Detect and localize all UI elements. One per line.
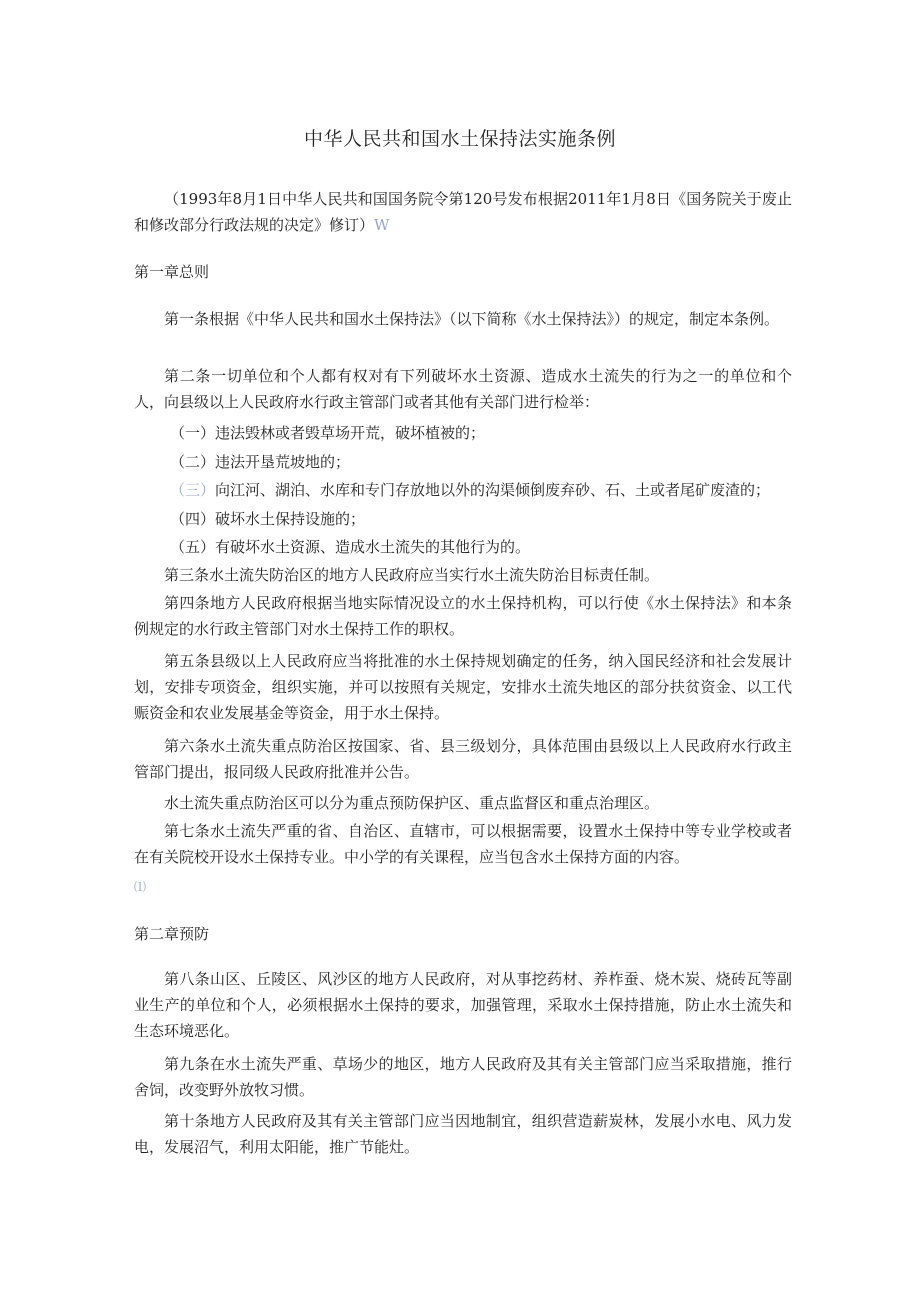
- preface-suffix: W: [374, 216, 390, 234]
- document-title: 中华人民共和国水土保持法实施条例: [303, 128, 616, 150]
- article-9: 第九条在水土流失严重、草场少的地区，地方人民政府及其有关主管部门应当采取措施，推行舍饲，改变野外放牧习惯。: [134, 1055, 792, 1099]
- list-item: [170, 506, 810, 532]
- list-item-number: （五）: [170, 538, 216, 556]
- footnote-marker: ⑴: [134, 880, 147, 894]
- list-item-text: 破坏水土保持设施的；: [215, 510, 366, 528]
- article-6-supplement: 水土流失重点防治区可以分为重点预防保护区、重点监督区和重点治理区。: [164, 794, 660, 812]
- list-item-text: 向江河、湖泊、水库和专门存放地以外的沟渠倾倒废弃砂、石、土或者尾矿废渣的；: [215, 481, 771, 499]
- article-10: 第十条地方人民政府及其有关主管部门应当因地制宜，组织营造薪炭林，发展小水电、风力发电，发展沼气，利用太阳能，推广节能灶。: [134, 1112, 792, 1156]
- article-8: 第八条山区、丘陵区、风沙区的地方人民政府，对从事挖药材、养柞蚕、烧木炭、烧砖瓦等副业生产的单位和个人，必须根据水土保持的要求，加强管理，采取水土保持措施，防止水土流失和生态环境恶化。: [134, 970, 792, 1040]
- preface-text: （1993年8月1日中华人民共和国国务院令第120号发布根据2011年1月8日《国务院关于废止和修改部分行政法规的决定》修订）: [134, 190, 792, 234]
- list-item-number: （四）: [170, 510, 216, 528]
- preface-paragraph: [134, 186, 792, 238]
- article-5: 第五条县级以上人民政府应当将批准的水土保持规划确定的任务，纳入国民经济和社会发展计划，安排专项资金，组织实施，并可以按照有关规定，安排水土流失地区的部分扶贫资金、以工代赈资金和农业发展基金等资金，用于水土保持。: [134, 652, 792, 722]
- chapter-2-heading: 第二章预防: [134, 925, 210, 943]
- list-item-number: （二）: [170, 453, 216, 471]
- list-item-text: 违法开垦荒坡地的；: [215, 453, 351, 471]
- list-item-text: 有破坏水土资源、造成水土流失的其他行为的。: [215, 538, 531, 556]
- article-4: 第四条地方人民政府根据当地实际情况设立的水土保持机构，可以行使《水土保持法》和本条例规定的水行政主管部门对水土保持工作的职权。: [134, 594, 792, 638]
- list-item: [170, 449, 810, 475]
- article-1: 第一条根据《中华人民共和国水土保持法》（以下简称《水土保持法》）的规定，制定本条例。: [164, 310, 780, 328]
- list-item: [170, 420, 810, 446]
- chapter-1-heading: 第一章总则: [134, 263, 210, 281]
- list-item: [170, 534, 810, 560]
- article-7: 第七条水土流失严重的省、自治区、直辖市，可以根据需要，设置水土保持中等专业学校或者在有关院校开设水土保持专业。中小学的有关课程，应当包含水土保持方面的内容。: [134, 822, 792, 866]
- article-2: 第二条一切单位和个人都有权对有下列破坏水土资源、造成水土流失的行为之一的单位和个人，向县级以上人民政府水行政主管部门或者其他有关部门进行检举：: [134, 367, 792, 411]
- list-item-text: 违法毁林或者毁草场开荒，破坏植被的；: [215, 424, 486, 442]
- article-3: 第三条水土流失防治区的地方人民政府应当实行水土流失防治目标责任制。: [164, 566, 660, 584]
- list-item: [170, 477, 810, 503]
- article-6: 第六条水土流失重点防治区按国家、省、县三级划分，具体范围由县级以上人民政府水行政主管部门提出，报同级人民政府批准并公告。: [134, 737, 792, 781]
- list-item-number: （一）: [170, 424, 216, 442]
- list-item-number: （三）: [170, 481, 216, 499]
